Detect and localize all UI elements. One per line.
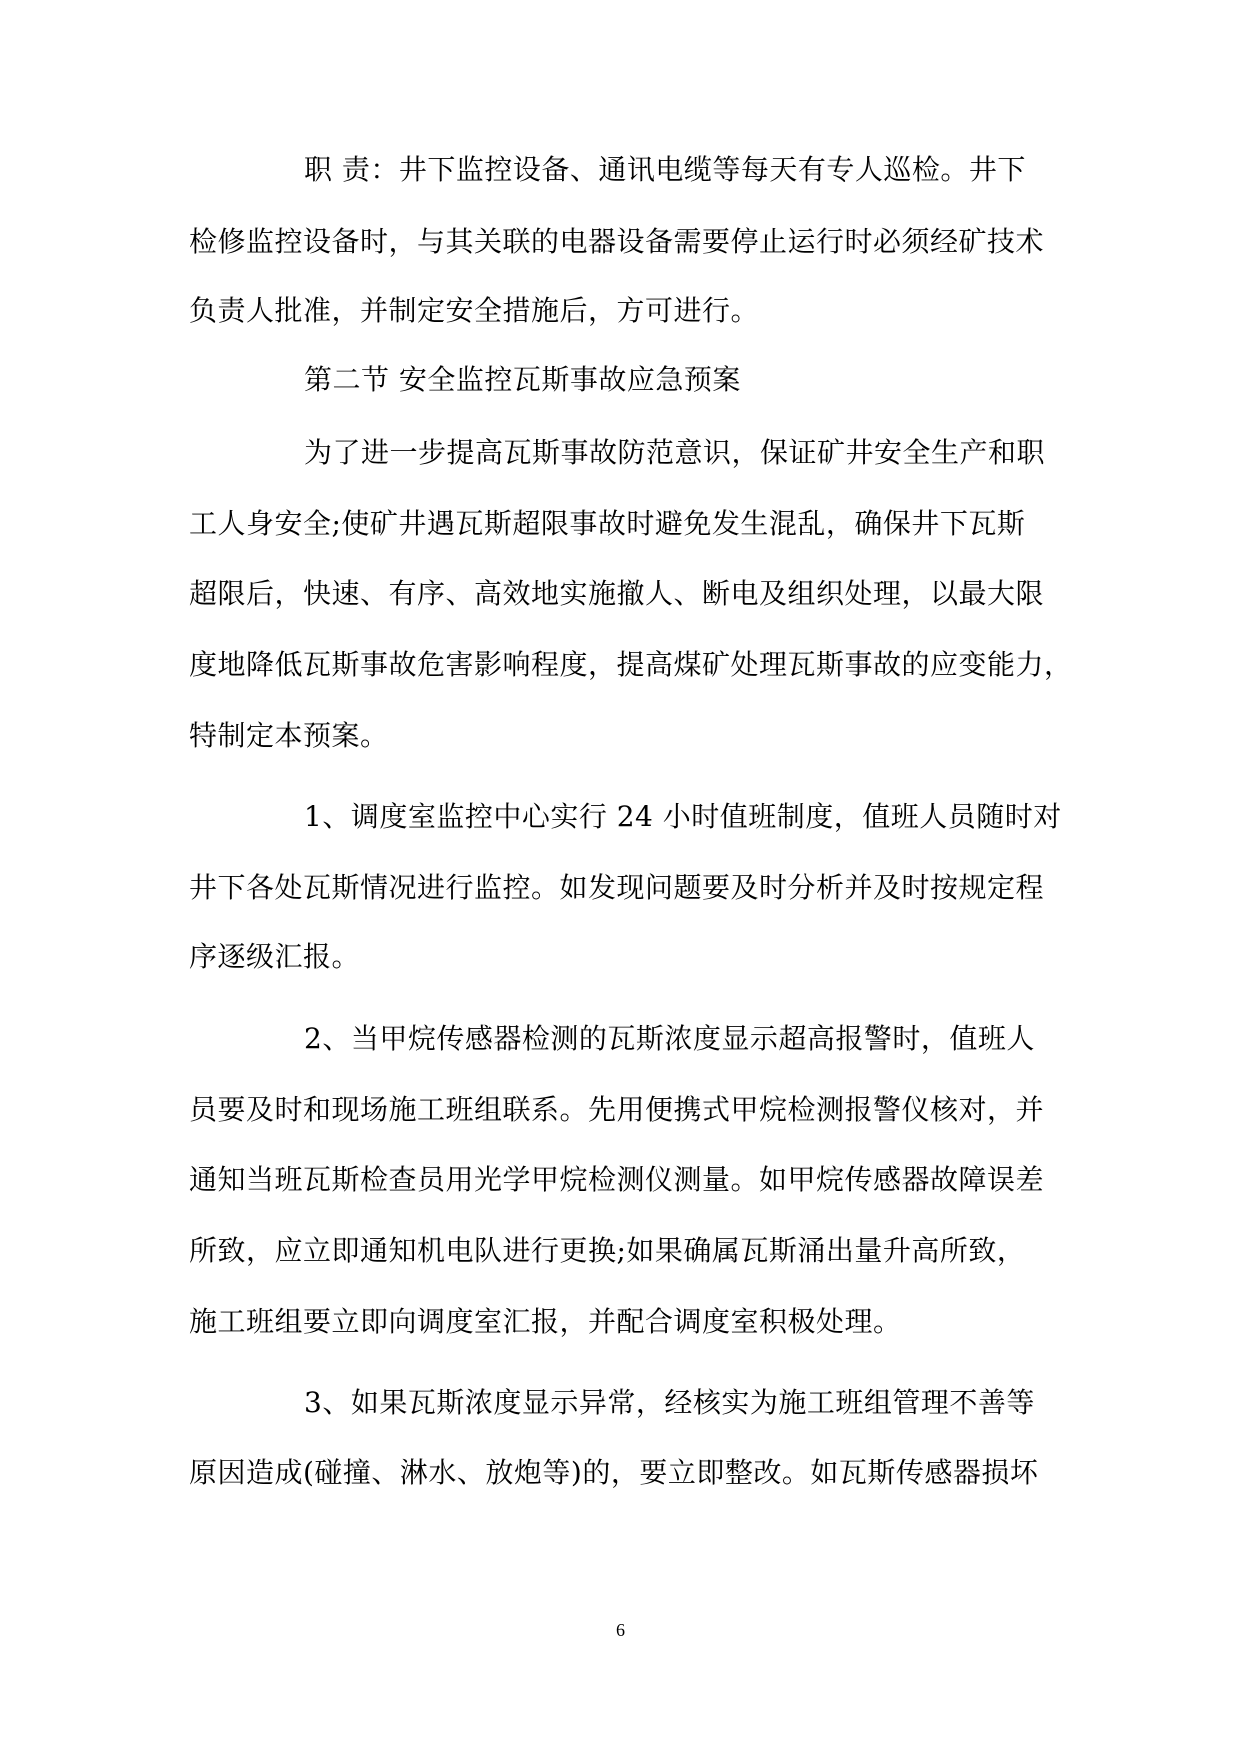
page-number: 6 [616, 1620, 625, 1640]
item-2-line-5: 施工班组要立即向调度室汇报，并配合调度室积极处理。 [189, 1305, 902, 1338]
paragraph-intro-line-1: 为了进一步提高瓦斯事故防范意识，保证矿井安全生产和职 [304, 436, 1046, 469]
item-3-line-1: 3、如果瓦斯浓度显示异常，经核实为施工班组管理不善等 [304, 1386, 1035, 1419]
item-2-line-3: 通知当班瓦斯检查员用光学甲烷检测仪测量。如甲烷传感器故障误差 [189, 1163, 1045, 1196]
item-2-line-4: 所致，应立即通知机电队进行更换;如果确属瓦斯涌出量升高所致， [189, 1234, 1026, 1267]
item-3-line-2: 原因造成(碰撞、淋水、放炮等)的，要立即整改。如瓦斯传感器损坏 [189, 1456, 1039, 1489]
item-1-line-1: 1、调度室监控中心实行 24 小时值班制度，值班人员随时对 [304, 800, 1062, 833]
paragraph-intro-line-5: 特制定本预案。 [189, 719, 389, 752]
paragraph-duties-line-3: 负责人批准，并制定安全措施后，方可进行。 [189, 294, 760, 327]
paragraph-intro-line-3: 超限后，快速、有序、高效地实施撤人、断电及组织处理，以最大限 [189, 577, 1045, 610]
section-heading: 第二节 安全监控瓦斯事故应急预案 [304, 363, 741, 396]
item-1-line-3: 序逐级汇报。 [189, 940, 361, 973]
paragraph-duties-line-1: 职 责：井下监控设备、通讯电缆等每天有专人巡检。井下 [304, 153, 1026, 186]
item-2-line-2: 员要及时和现场施工班组联系。先用便携式甲烷检测报警仪核对，并 [189, 1093, 1045, 1126]
item-2-line-1: 2、当甲烷传感器检测的瓦斯浓度显示超高报警时，值班人 [304, 1022, 1035, 1055]
paragraph-intro-line-2: 工人身安全;使矿井遇瓦斯超限事故时避免发生混乱，确保井下瓦斯 [189, 507, 1026, 540]
item-1-line-2: 井下各处瓦斯情况进行监控。如发现问题要及时分析并及时按规定程 [189, 871, 1045, 904]
paragraph-intro-line-4: 度地降低瓦斯事故危害影响程度，提高煤矿处理瓦斯事故的应变能力， [189, 648, 1073, 681]
paragraph-duties-line-2: 检修监控设备时，与其关联的电器设备需要停止运行时必须经矿技术 [189, 225, 1045, 258]
